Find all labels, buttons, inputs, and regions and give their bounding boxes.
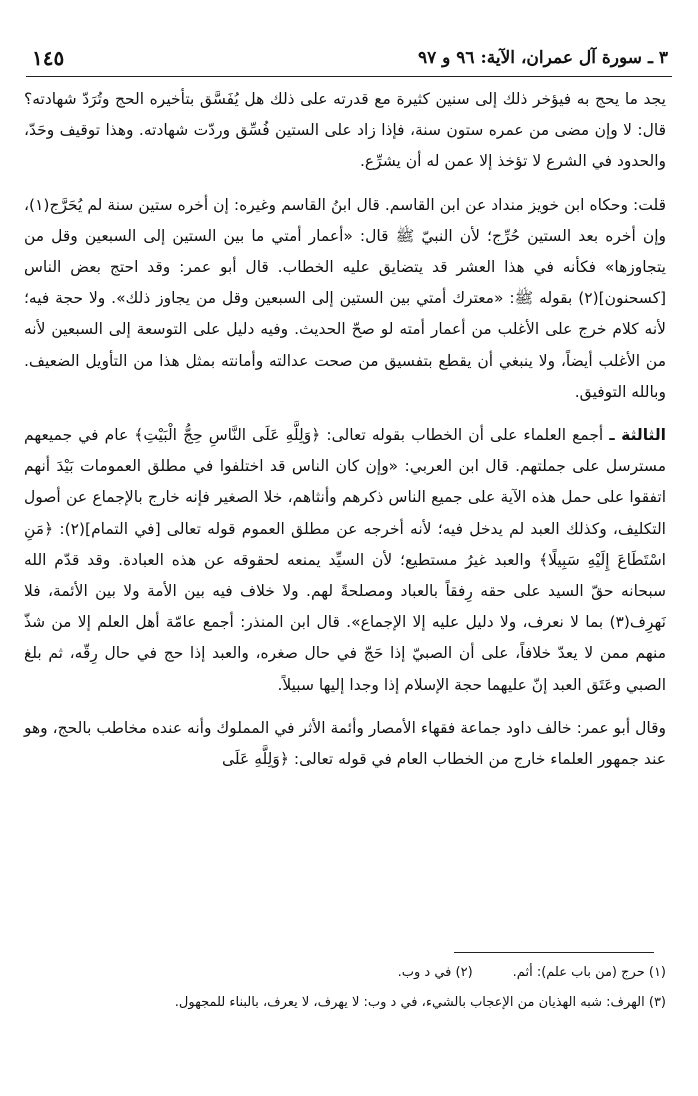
paragraph-text: وقال أبو عمر: خالف داود جماعة فقهاء الأمصار وأئمة الأثر في المملوك وأنه عنده مخاطب بالحج، وهو عند جمهور العلماء خارج من الخطاب العام في قوله تعالى: ﴿وَلِلَّهِ عَلَى [24,718,666,769]
footnote-2: (٢) في د وب. [397,965,473,980]
paragraph-text: يجد ما يحج به فيؤخر ذلك إلى سنين كثيرة مع قدرته على ذلك هل يُفَسَّق بتأخيره الحج وتُرَدّ شهادته؟ قال: لا وإن مضى من عمره ستون سنة، فإذا زاد على الستين فُسِّق وردّت شهادته. وهذا توقيف وحَدّ، والحدود في الشرع لا تؤخذ إلا عمن له أن يشرِّع. [24,90,666,171]
paragraph [24,420,666,701]
page-number: ١٤٥ [32,46,65,70]
running-title: ٣ ـ سورة آل عمران، الآية: ٩٦ و ٩٧ [417,48,668,68]
main-text [24,84,666,775]
paragraph [24,713,666,775]
footnote-line [24,958,666,988]
footnote-line [24,988,666,1018]
header-rule [26,76,672,77]
running-header [24,46,668,76]
paragraph-text: أجمع العلماء على أن الخطاب بقوله تعالى: ﴿وَلِلَّهِ عَلَى النَّاسِ حِجُّ الْبَيْتِ﴾ عام في جميعهم مسترسل على جملتهم. قال ابن العربي: «وإن كان الناس قد اختلفوا في مطلق العمومات بَيْدَ أنهم اتفقوا على حمل هذه الآية على جميع الناس ذكرهم وأنثاهم، خلا الصغير فإنه خارج بالإجماع عن أصول التكليف، وكذلك العبد لم يدخل فيه؛ لأنه أخرجه عن مطلق العموم قوله تعالى [في التمام](٢): ﴿مَنِ اسْتَطَاعَ إِلَيْهِ سَبِيلًا﴾ والعبد غيرُ مستطيع؛ لأن السيِّد يمنعه لحقوقه عن هذه العبادة. وقد قدّم الله سبحانه حقّ السيد على حقه رِفقاً بالعباد ومصلحةً لهم. ولا خلاف فيه بين الأمة ولا بين الأئمة، فلا نَهرِف(٣) بما لا نعرف، ولا دليل عليه إلا الإجماع». قال ابن المنذر: أجمع عامّة أهل العلم إلا من شذّ منهم ممن لا يعدّ خلافاً، على أن الصبيّ إذا حَجّ في حال صغره، والعبد إذا حج في حال رِقّه، ثم بلغ الصبي وعَتَق العبد إنّ عليهما حجة الإسلام إذا وجدا إليها سبيلاً. [24,426,666,694]
footnotes [24,958,666,1018]
footnote-1: (١) حرج (من باب علم): أثم. [512,965,666,980]
section-lead: الثالثة ـ [609,426,666,445]
footnote-rule [454,952,654,953]
paragraph [24,84,666,178]
paragraph-text: قلت: وحكاه ابن خويز منداد عن ابن القاسم. قال ابنُ القاسم وغيره: إن أخره ستين سنة لم يُحَرَّج(١)، وإن أخره بعد الستين حُرِّج؛ لأن النبيّ ﷺ قال: «أعمار أمتي ما بين الستين إلى السبعين وقل من يتجاوزها» فكأنه في هذا العشر قد يتضايق عليه الخطاب. قال أبو عمر: وقد احتج بعض الناس [كسحنون](٢) بقوله ﷺ: «معترك أمتي بين الستين إلى السبعين وقل من يجاوز ذلك». ولا حجة فيه؛ لأنه كلام خرج على الأغلب من أعمار أمته لو صحّ الحديث. وفيه دليل على التوسعة إلى السبعين لأنه من الأغلب أيضاً، ولا ينبغي أن يقطع بتفسيق من صحت عدالته وأمانته بمثل هذا من التأويل الضعيف. وبالله التوفيق. [24,195,666,401]
footnote-3: (٣) الهرف: شبه الهذيان من الإعجاب بالشيء، في د وب: لا يهرف، لا يعرف، بالبناء للمجهول. [174,995,666,1010]
paragraph [24,190,666,408]
